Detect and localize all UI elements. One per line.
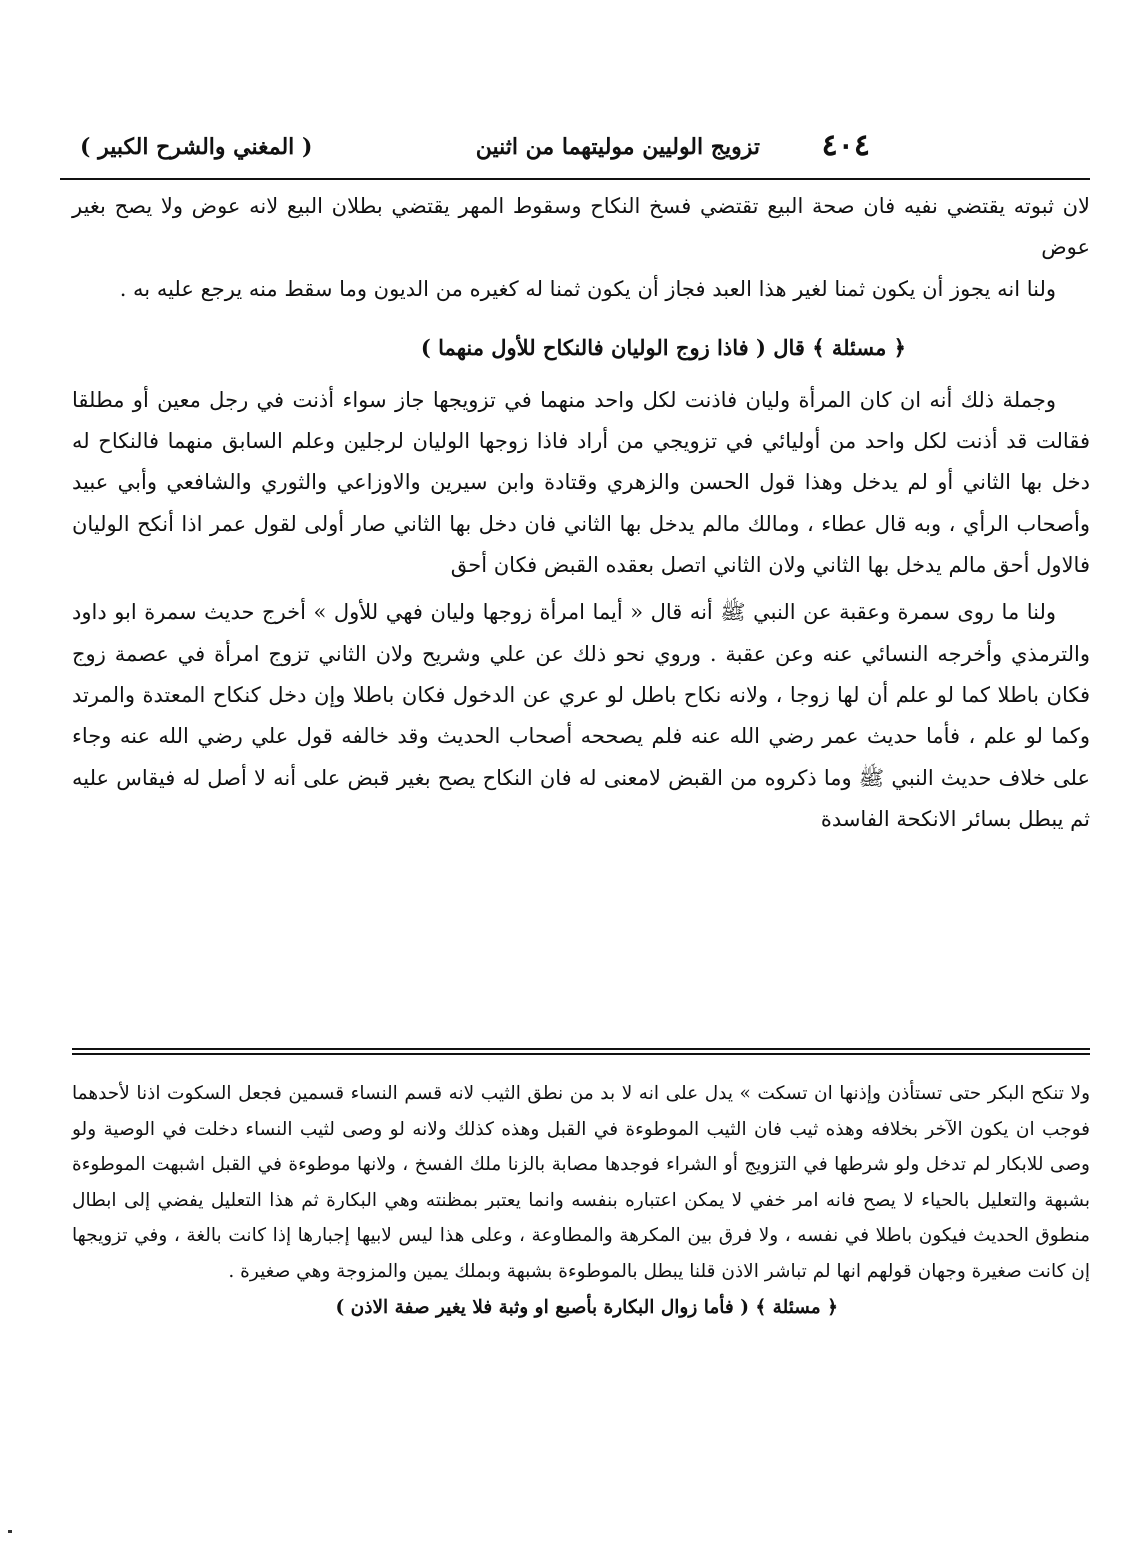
running-title: تزويج الوليين موليتهما من اثنين [475,134,760,160]
sharh-text [72,1076,1090,1325]
main-paragraph: ولنا ما روى سمرة وعقبة عن النبي ﷺ أنه قال « أيما امرأة زوجها وليان فهي للأول » أخرج حديث سمرة ابو داود والترمذي وأخرجه النسائي عنه وعن عقبة . وروي نحو ذلك عن علي وشريح ولان الثاني تزوج امرأة في عصمة زوج فكان باطلا كما لو علم أن لها زوجا ، ولانه نكاح باطل لو عري عن الدخول فكان باطلا وإن دخل كنكاح المعتدة والمرتد وكما لو علم ، فأما حديث عمر رضي الله عنه فلم يصححه أصحاب الحديث وقد خالفه قول علي رضي الله عنه وجاء على خلاف حديث النبي ﷺ وما ذكروه من القبض لامعنى له فان النكاح يصح بغير قبض على أنه لا أصل له فيقاس عليه ثم يبطل بسائر الانكحة الفاسدة [72,600,1090,831]
masala-heading: ﴿ مسئلة ﴾ قال ( فاذا زوج الوليان فالنكاح للأول منهما ) [420,334,906,360]
sharh-paragraph: ولا تنكح البكر حتى تستأذن وإذنها ان تسكت » يدل على انه لا بد من نطق الثيب لانه قسم النساء قسمين فجعل السكوت اذنا لأحدهما فوجب ان يكون الآخر بخلافه وهذه ثيب فان الثيب الموطوءة في القبل وهذه كذلك ولانه لو وصى لثيب النساء دخلت في الوصية ولو وصى للابكار لم تدخل ولو شرطها في التزويج أو الشراء فوجدها مصابة بالزنا ملك الفسخ ، ولانها موطوءة في القبل اشبهت الموطوءة بشبهة والتعليل بالحياء لا يصح فانه امر خفي لا يمكن اعتباره بنفسه وانما يعتبر بمظنته وهي البكارة ثم هذا التعليل يفضي إلى ابطال منطوق الحديث فيكون باطلا في نفسه ، ولا فرق بين المكرهة والمطاوعة ، وعلى هذا ليس لابيها إجبارها إذا كانت بالغة ، وفي تزويجها إن كانت صغيرة وجهان قولهم انها لم تباشر الاذن قلنا يبطل بالموطوءة بشبهة وبملك يمين والمزوجة وهي صغيرة . [72,1083,1090,1282]
main-paragraph: وجملة ذلك أنه ان كان المرأة وليان فاذنت لكل واحد منهما في تزويجها جاز سواء أذنت في رجل معين أو مطلقا فقالت قد أذنت لكل واحد من أوليائي في تزويجي من أراد فاذا زوجها الوليان لرجلين وعلم السابق منهما فالنكاح له دخل بها الثاني أو لم يدخل وهذا قول الحسن والزهري وقتادة وابن سيرين والاوزاعي والثوري والشافعي وأبي عبيد وأصحاب الرأي ، وبه قال عطاء ، ومالك مالم يدخل بها الثاني فان دخل بها الثاني صار أولى لقول عمر اذا أنكح الوليان فالاول أحق مالم يدخل بها الثاني ولان الثاني اتصل بعقده القبض فكان أحق [72,387,1090,578]
page-number: ٤٠٤ [821,128,870,163]
main-paragraph: لان ثبوته يقتضي نفيه فان صحة البيع تقتضي فسخ النكاح وسقوط المهر يقتضي بطلان البيع لانه عوض ولا يصح بغير عوض [72,194,1090,260]
scan-speck [8,1530,12,1533]
main-paragraph: ولنا انه يجوز أن يكون ثمنا لغير هذا العبد فجاز أن يكون ثمنا له كغيره من الديون وما سقط منه يرجع عليه به . [119,276,1056,301]
book-title: ( المغني والشرح الكبير ) [80,134,313,160]
sharh-masala-heading: ﴿ مسئلة ﴾ ( فأما زوال البكارة بأصبع او وثبة فلا يغير صفة الاذن ) [335,1296,838,1318]
header-rule [60,178,1090,180]
double-rule-separator [72,1048,1090,1055]
main-text [72,186,1090,840]
page-header [60,120,1090,180]
